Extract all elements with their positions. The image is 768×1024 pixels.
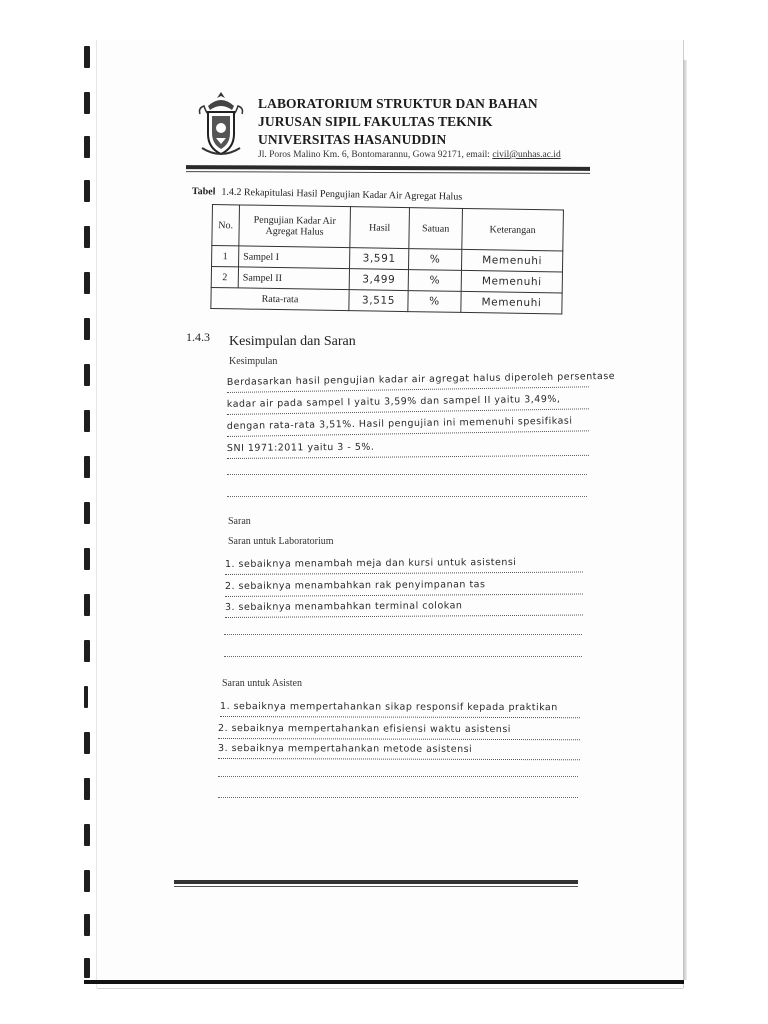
blank-writing-line xyxy=(218,776,578,777)
document-page xyxy=(97,40,683,988)
caption-text: 1.4.2 Rekapitulasi Hasil Pengujian Kadar Air Agregat Halus xyxy=(221,186,463,203)
binder-mark xyxy=(84,686,88,708)
header-test: Pengujian Kadar Air Agregat Halus xyxy=(239,205,351,248)
saran-lab-line: 1. sebaiknya menambah meja dan kursi untuk asistensi xyxy=(225,556,583,575)
footer-rule-thin xyxy=(174,886,578,887)
saran-asisten-line: 1. sebaiknya mempertahankan sikap responsif kepada praktikan xyxy=(220,700,580,718)
binder-mark xyxy=(84,364,90,386)
header-unit: Satuan xyxy=(409,208,463,250)
binder-mark xyxy=(84,870,90,892)
blank-writing-line xyxy=(224,634,582,635)
results-table xyxy=(210,204,564,315)
row-name: Sampel II xyxy=(238,267,349,290)
average-unit: % xyxy=(408,291,461,313)
header-university: UNIVERSITAS HASANUDDIN xyxy=(258,132,447,147)
caption-label: Tabel xyxy=(191,186,216,198)
binder-mark xyxy=(84,778,90,800)
blank-writing-line xyxy=(227,496,587,497)
header-no: No. xyxy=(212,205,240,246)
binder-mark xyxy=(84,824,90,846)
binder-mark xyxy=(84,594,90,616)
saran-lab-label: Saran untuk Laboratorium xyxy=(228,536,334,547)
average-remark: Memenuhi xyxy=(461,291,562,314)
binder-mark xyxy=(84,136,90,158)
header-lab-name: LABORATORIUM STRUKTUR DAN BAHAN xyxy=(258,96,538,111)
binder-mark xyxy=(84,732,90,754)
saran-asisten-line: 3. sebaiknya mempertahankan metode asistensi xyxy=(218,742,580,760)
blank-writing-line xyxy=(227,474,587,475)
header-department: JURUSAN SIPIL FAKULTAS TEKNIK xyxy=(258,114,493,129)
kesimpulan-line: kadar air pada sampel I yaitu 3,59% dan sampel II yaitu 3,49%, xyxy=(227,392,589,415)
binder-mark xyxy=(84,180,90,202)
section-number: 1.4.3 xyxy=(186,330,210,344)
saran-asisten-label: Saran untuk Asisten xyxy=(222,678,302,689)
header-address xyxy=(258,150,561,160)
row-no: 2 xyxy=(211,267,238,288)
binder-mark xyxy=(84,548,90,570)
binder-mark xyxy=(84,640,90,662)
binder-mark xyxy=(84,914,90,936)
blank-writing-line xyxy=(224,656,582,657)
page-edge xyxy=(683,60,687,980)
row-remark: Memenuhi xyxy=(461,249,562,272)
row-name: Sampel I xyxy=(239,246,350,269)
binder-mark xyxy=(84,502,90,524)
kesimpulan-line: SNI 1971:2011 yaitu 3 - 5%. xyxy=(227,439,589,459)
saran-lab-line: 2. sebaiknya menambahkan rak penyimpanan tas xyxy=(225,578,583,597)
binder-mark xyxy=(84,92,90,114)
header-remark: Keterangan xyxy=(462,208,564,251)
kesimpulan-line: dengan rata-rata 3,51%. Hasil pengujian ini memenuhi spesifikasi xyxy=(227,414,589,437)
address-text: Jl. Poros Malino Km. 6, Bontomarannu, Gowa 92171, email: xyxy=(258,150,493,160)
header-result: Hasil xyxy=(350,207,410,249)
email-link[interactable]: civil@unhas.ac.id xyxy=(492,150,561,160)
binder-mark xyxy=(84,272,90,294)
page-bottom-edge xyxy=(84,980,684,984)
table-header-row xyxy=(212,205,564,252)
binder-mark xyxy=(84,318,90,340)
binder-mark xyxy=(84,46,90,68)
saran-asisten-line: 2. sebaiknya mempertahankan efisiensi waktu asistensi xyxy=(218,722,580,740)
average-label: Rata-rata xyxy=(211,287,349,310)
blank-writing-line xyxy=(218,797,578,798)
university-logo-icon xyxy=(194,88,248,160)
binder-mark xyxy=(84,456,90,478)
saran-label: Saran xyxy=(228,516,251,527)
row-unit: % xyxy=(408,249,461,271)
kesimpulan-label: Kesimpulan xyxy=(229,356,278,367)
row-remark: Memenuhi xyxy=(461,270,562,293)
row-result: 3,499 xyxy=(349,269,408,291)
binder-mark xyxy=(84,410,90,432)
saran-lab-line: 3. sebaiknya menambahkan terminal colokan xyxy=(225,599,583,618)
footer-rule xyxy=(174,880,578,884)
row-result: 3,591 xyxy=(350,248,409,270)
section-title: Kesimpulan dan Saran xyxy=(229,334,356,349)
kesimpulan-line: Berdasarkan hasil pengujian kadar air agregat halus diperoleh persentase xyxy=(227,370,589,393)
binder-mark xyxy=(84,958,90,978)
binder-mark xyxy=(84,226,90,248)
average-result: 3,515 xyxy=(349,290,408,312)
row-unit: % xyxy=(408,270,461,292)
row-no: 1 xyxy=(212,246,239,267)
